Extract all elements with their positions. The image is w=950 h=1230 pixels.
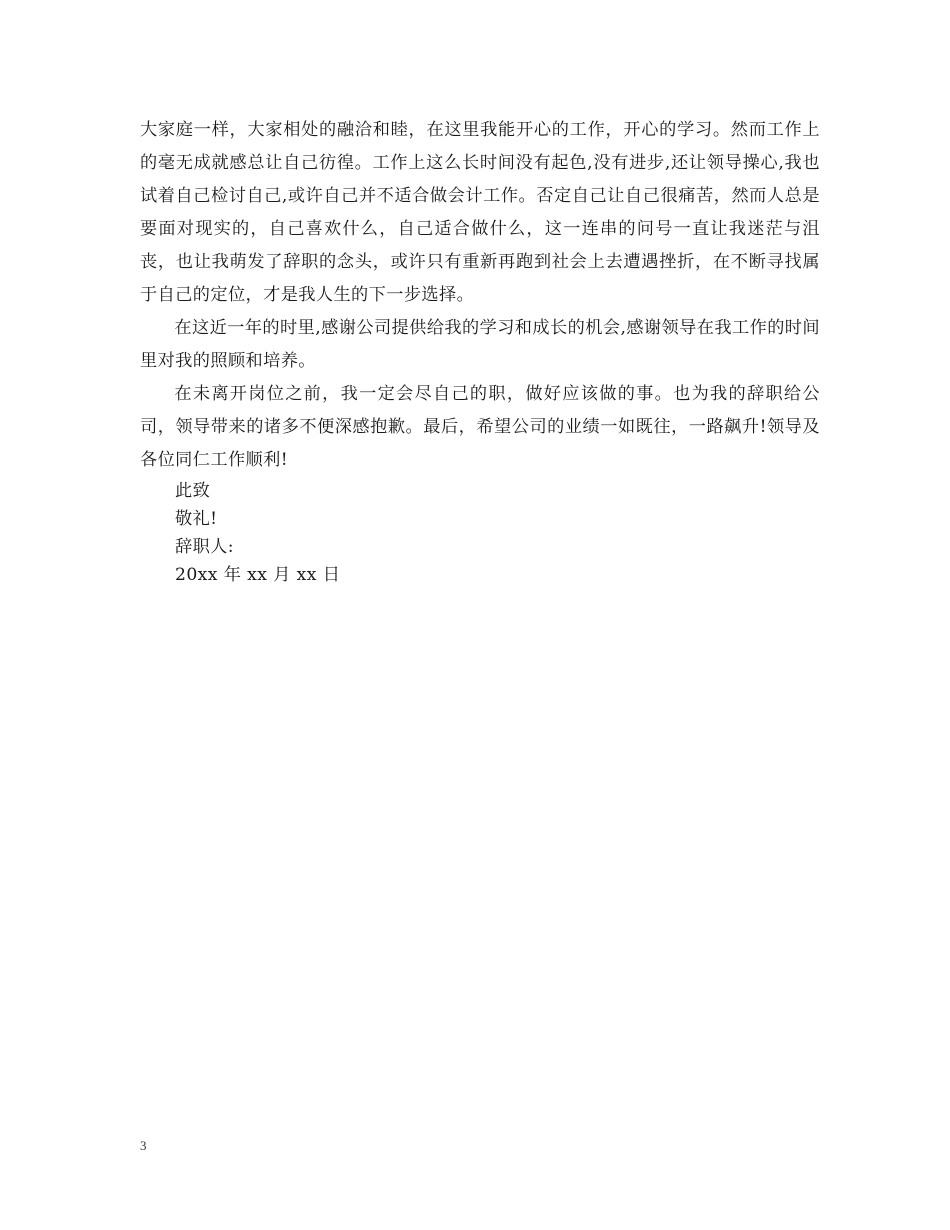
signature-date: 20xx 年 xx 月 xx 日 — [175, 565, 341, 585]
paragraph-continuation: 大家庭一样，大家相处的融洽和睦，在这里我能开心的工作，开心的学习。然而工作上的毫无成就感总让自己彷徨。工作上这么长时间没有起色,没有进步,还让领导操心,我也试着自己检讨自己,或许自己并不适合做会计工作。否定自己让自己很痛苦，然而人总是要面对现实的，自己喜欢什么，自己适合做什么，这一连串的问号一直让我迷茫与沮丧，也让我萌发了辞职的念头，或许只有重新再跑到社会上去遭遇挫折，在不断寻找属于自己的定位，才是我人生的下一步选择。 — [140, 120, 820, 305]
paragraph-thanks: 在这近一年的时里,感谢公司提供给我的学习和成长的机会,感谢领导在我工作的时间里对我的照顾和培养。 — [140, 318, 820, 371]
signer-label: 辞职人: — [175, 537, 234, 557]
closing-salutation: 此致 — [175, 481, 211, 501]
closing-regards: 敬礼! — [175, 509, 218, 529]
closing-block — [140, 477, 820, 589]
letter-body — [140, 114, 820, 589]
page-number: 3 — [140, 1138, 147, 1153]
paragraph-apology: 在未离开岗位之前，我一定会尽自己的职，做好应该做的事。也为我的辞职给公司，领导带来的诸多不便深感抱歉。最后，希望公司的业绩一如既往，一路飙升!领导及各位同仁工作顺利! — [140, 384, 820, 470]
